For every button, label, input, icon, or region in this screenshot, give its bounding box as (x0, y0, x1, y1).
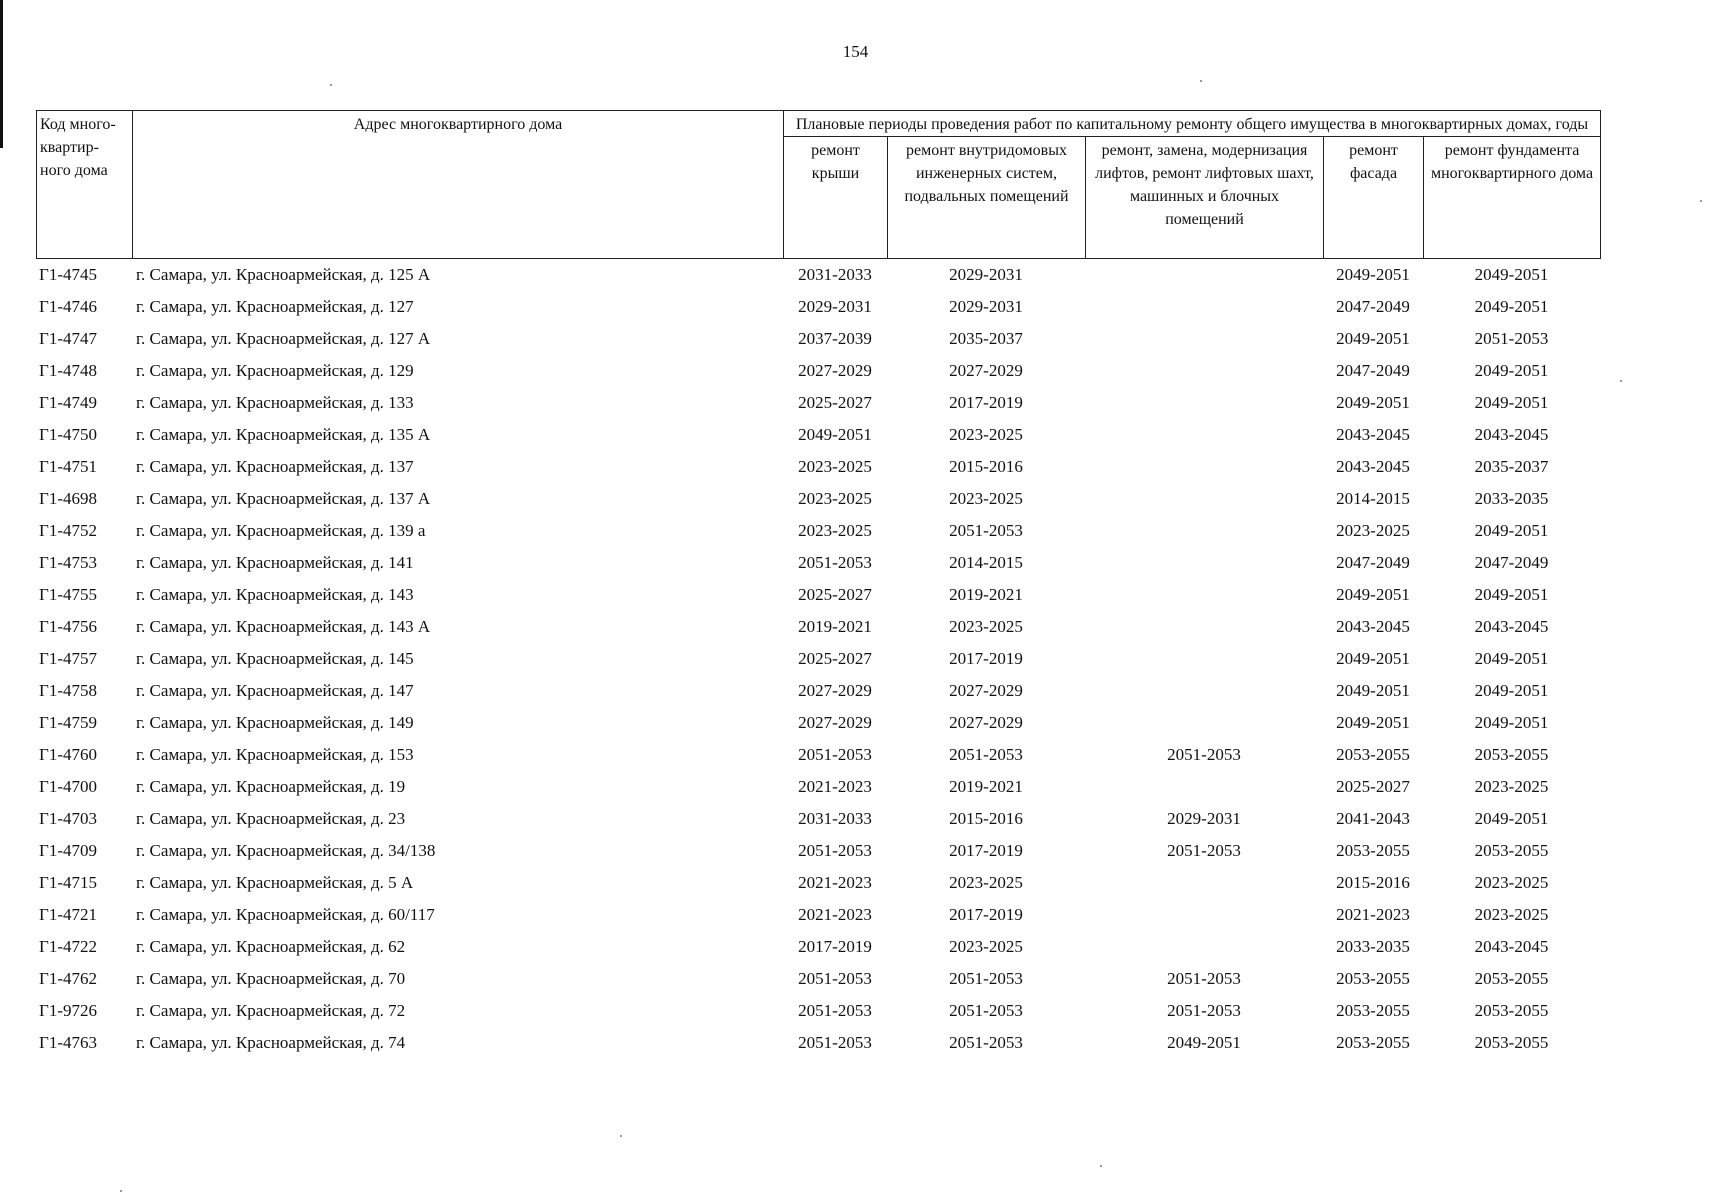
table-row (36, 771, 1600, 803)
row-roof-period: 2021-2023 (798, 777, 872, 796)
row-address: г. Самара, ул. Красноармейская, д. 5 А (136, 873, 414, 892)
row-systems-period: 2019-2021 (949, 585, 1023, 604)
row-foundation-period: 2053-2055 (1474, 1001, 1549, 1020)
header-col-systems: ремонт внутридомовых инженерных систем, подвальных помещений (888, 137, 1086, 259)
row-lifts-period (1085, 483, 1323, 515)
row-facade-period: 2053-2055 (1336, 745, 1410, 764)
row-facade-period: 2043-2045 (1336, 457, 1410, 476)
header-address: Адрес многоквартирного дома (133, 111, 784, 259)
row-code: Г1-4763 (39, 1033, 97, 1052)
row-facade-period: 2053-2055 (1336, 1033, 1410, 1052)
row-foundation-period: 2049-2051 (1474, 681, 1549, 700)
row-systems-period: 2017-2019 (949, 649, 1023, 668)
row-code: Г1-4709 (39, 841, 97, 860)
row-systems-period: 2051-2053 (949, 1033, 1023, 1052)
row-address: г. Самара, ул. Красноармейская, д. 137 А (136, 489, 431, 508)
header-code: Код много-квартир-ного дома (37, 111, 133, 259)
row-code: Г1-4752 (39, 521, 97, 540)
row-address: г. Самара, ул. Красноармейская, д. 23 (136, 809, 406, 828)
scan-speck (1100, 1165, 1102, 1167)
row-lifts-period: 2029-2031 (1167, 809, 1241, 828)
row-systems-period: 2023-2025 (949, 617, 1023, 636)
row-foundation-period: 2049-2051 (1474, 713, 1549, 732)
row-address: г. Самара, ул. Красноармейская, д. 145 (136, 649, 414, 668)
row-foundation-period: 2049-2051 (1474, 649, 1549, 668)
row-systems-period: 2029-2031 (949, 297, 1023, 316)
table-row (36, 643, 1600, 675)
row-code: Г1-4760 (39, 745, 97, 764)
row-foundation-period: 2053-2055 (1474, 841, 1549, 860)
row-facade-period: 2015-2016 (1336, 873, 1410, 892)
row-roof-period: 2027-2029 (798, 681, 872, 700)
table-row (36, 995, 1600, 1027)
row-code: Г1-4750 (39, 425, 97, 444)
row-lifts-period: 2051-2053 (1167, 745, 1241, 764)
row-foundation-period: 2035-2037 (1474, 457, 1549, 476)
table-row (36, 323, 1600, 355)
row-foundation-period: 2053-2055 (1474, 745, 1549, 764)
row-facade-period: 2049-2051 (1336, 649, 1410, 668)
row-roof-period: 2037-2039 (798, 329, 872, 348)
row-foundation-period: 2023-2025 (1474, 777, 1549, 796)
row-systems-period: 2023-2025 (949, 425, 1023, 444)
row-foundation-period: 2049-2051 (1474, 809, 1549, 828)
scan-speck (1620, 380, 1622, 382)
row-foundation-period: 2049-2051 (1474, 361, 1549, 380)
table-row (36, 611, 1600, 643)
table-row (36, 387, 1600, 419)
table-row (36, 259, 1600, 291)
row-address: г. Самара, ул. Красноармейская, д. 125 А (136, 265, 431, 284)
row-facade-period: 2043-2045 (1336, 617, 1410, 636)
table-header (36, 110, 1601, 259)
row-foundation-period: 2049-2051 (1474, 297, 1549, 316)
table-row (36, 451, 1600, 483)
row-code: Г1-4715 (39, 873, 97, 892)
row-lifts-period (1085, 675, 1323, 707)
row-facade-period: 2053-2055 (1336, 841, 1410, 860)
row-roof-period: 2051-2053 (798, 969, 872, 988)
row-foundation-period: 2049-2051 (1474, 521, 1549, 540)
row-systems-period: 2023-2025 (949, 873, 1023, 892)
row-facade-period: 2025-2027 (1336, 777, 1410, 796)
row-roof-period: 2031-2033 (798, 809, 872, 828)
row-roof-period: 2019-2021 (798, 617, 872, 636)
row-lifts-period (1085, 931, 1323, 963)
row-lifts-period (1085, 259, 1323, 291)
row-code: Г1-4747 (39, 329, 97, 348)
row-address: г. Самара, ул. Красноармейская, д. 127 А (136, 329, 431, 348)
row-lifts-period (1085, 579, 1323, 611)
row-address: г. Самара, ул. Красноармейская, д. 153 (136, 745, 414, 764)
row-systems-period: 2023-2025 (949, 937, 1023, 956)
table-row (36, 835, 1600, 867)
row-address: г. Самара, ул. Красноармейская, д. 139 а (136, 521, 426, 540)
row-facade-period: 2049-2051 (1336, 265, 1410, 284)
row-lifts-period (1085, 323, 1323, 355)
table-row (36, 803, 1600, 835)
table-body (36, 259, 1600, 1059)
row-address: г. Самара, ул. Красноармейская, д. 72 (136, 1001, 406, 1020)
scan-speck (620, 1135, 622, 1137)
row-code: Г1-4748 (39, 361, 97, 380)
row-foundation-period: 2049-2051 (1474, 265, 1549, 284)
row-lifts-period (1085, 547, 1323, 579)
page-number: 154 (842, 42, 869, 61)
table-row (36, 675, 1600, 707)
row-lifts-period (1085, 515, 1323, 547)
table-row (36, 419, 1600, 451)
row-address: г. Самара, ул. Красноармейская, д. 19 (136, 777, 406, 796)
row-roof-period: 2051-2053 (798, 841, 872, 860)
row-systems-period: 2051-2053 (949, 521, 1023, 540)
row-foundation-period: 2043-2045 (1474, 937, 1549, 956)
row-address: г. Самара, ул. Красноармейская, д. 74 (136, 1033, 406, 1052)
row-code: Г1-4745 (39, 265, 97, 284)
row-foundation-period: 2053-2055 (1474, 969, 1549, 988)
row-facade-period: 2053-2055 (1336, 969, 1410, 988)
row-systems-period: 2051-2053 (949, 969, 1023, 988)
row-foundation-period: 2049-2051 (1474, 393, 1549, 412)
row-roof-period: 2051-2053 (798, 1001, 872, 1020)
row-facade-period: 2047-2049 (1336, 361, 1410, 380)
row-systems-period: 2027-2029 (949, 361, 1023, 380)
table-row (36, 291, 1600, 323)
scan-speck (330, 84, 332, 86)
row-code: Г1-4698 (39, 489, 97, 508)
row-foundation-period: 2043-2045 (1474, 617, 1549, 636)
row-foundation-period: 2053-2055 (1474, 1033, 1549, 1052)
row-lifts-period (1085, 291, 1323, 323)
row-roof-period: 2027-2029 (798, 713, 872, 732)
row-lifts-period (1085, 387, 1323, 419)
scan-speck (1700, 200, 1702, 202)
row-code: Г1-4746 (39, 297, 97, 316)
table-row (36, 355, 1600, 387)
row-facade-period: 2043-2045 (1336, 425, 1410, 444)
header-group: Плановые периоды проведения работ по капитальному ремонту общего имущества в многоквартирных домах, годы (784, 111, 1601, 137)
row-roof-period: 2017-2019 (798, 937, 872, 956)
row-address: г. Самара, ул. Красноармейская, д. 60/117 (136, 905, 435, 924)
row-code: Г1-4721 (39, 905, 97, 924)
row-address: г. Самара, ул. Красноармейская, д. 135 А (136, 425, 431, 444)
row-roof-period: 2049-2051 (798, 425, 872, 444)
row-foundation-period: 2023-2025 (1474, 873, 1549, 892)
row-address: г. Самара, ул. Красноармейская, д. 133 (136, 393, 414, 412)
row-systems-period: 2051-2053 (949, 1001, 1023, 1020)
row-lifts-period (1085, 611, 1323, 643)
header-col-foundation: ремонт фундамента многоквартирного дома (1424, 137, 1601, 259)
table-row (36, 931, 1600, 963)
table-row (36, 1027, 1600, 1059)
scan-speck (120, 1190, 122, 1192)
row-foundation-period: 2023-2025 (1474, 905, 1549, 924)
row-facade-period: 2049-2051 (1336, 329, 1410, 348)
row-code: Г1-4703 (39, 809, 97, 828)
row-address: г. Самара, ул. Красноармейская, д. 70 (136, 969, 406, 988)
row-roof-period: 2051-2053 (798, 553, 872, 572)
row-lifts-period (1085, 899, 1323, 931)
row-systems-period: 2017-2019 (949, 841, 1023, 860)
row-roof-period: 2031-2033 (798, 265, 872, 284)
row-facade-period: 2033-2035 (1336, 937, 1410, 956)
scan-edge (0, 0, 3, 148)
row-facade-period: 2023-2025 (1336, 521, 1410, 540)
row-code: Г1-9726 (39, 1001, 97, 1020)
table-row (36, 867, 1600, 899)
row-facade-period: 2049-2051 (1336, 393, 1410, 412)
row-foundation-period: 2051-2053 (1474, 329, 1549, 348)
table-row (36, 547, 1600, 579)
table-row (36, 963, 1600, 995)
row-code: Г1-4758 (39, 681, 97, 700)
row-lifts-period (1085, 867, 1323, 899)
row-roof-period: 2027-2029 (798, 361, 872, 380)
row-code: Г1-4751 (39, 457, 97, 476)
row-code: Г1-4755 (39, 585, 97, 604)
row-facade-period: 2041-2043 (1336, 809, 1410, 828)
row-facade-period: 2049-2051 (1336, 681, 1410, 700)
row-address: г. Самара, ул. Красноармейская, д. 127 (136, 297, 414, 316)
table-row (36, 515, 1600, 547)
row-code: Г1-4749 (39, 393, 97, 412)
row-address: г. Самара, ул. Красноармейская, д. 143 А (136, 617, 431, 636)
row-roof-period: 2051-2053 (798, 1033, 872, 1052)
row-systems-period: 2015-2016 (949, 457, 1023, 476)
capital-repair-table (36, 110, 1600, 1059)
row-facade-period: 2049-2051 (1336, 585, 1410, 604)
header-col-roof: ремонт крыши (784, 137, 888, 259)
row-address: г. Самара, ул. Красноармейская, д. 143 (136, 585, 414, 604)
row-roof-period: 2023-2025 (798, 457, 872, 476)
row-code: Г1-4757 (39, 649, 97, 668)
row-facade-period: 2047-2049 (1336, 553, 1410, 572)
row-code: Г1-4756 (39, 617, 97, 636)
row-lifts-period: 2051-2053 (1167, 841, 1241, 860)
row-address: г. Самара, ул. Красноармейская, д. 34/138 (136, 841, 436, 860)
row-systems-period: 2017-2019 (949, 393, 1023, 412)
row-address: г. Самара, ул. Красноармейская, д. 62 (136, 937, 406, 956)
row-facade-period: 2014-2015 (1336, 489, 1410, 508)
row-address: г. Самара, ул. Красноармейская, д. 141 (136, 553, 414, 572)
row-foundation-period: 2043-2045 (1474, 425, 1549, 444)
row-roof-period: 2023-2025 (798, 489, 872, 508)
row-code: Г1-4722 (39, 937, 97, 956)
row-facade-period: 2053-2055 (1336, 1001, 1410, 1020)
row-lifts-period (1085, 771, 1323, 803)
row-address: г. Самара, ул. Красноармейская, д. 137 (136, 457, 414, 476)
row-address: г. Самара, ул. Красноармейская, д. 149 (136, 713, 414, 732)
row-code: Г1-4700 (39, 777, 97, 796)
header-col-facade: ремонт фасада (1324, 137, 1424, 259)
row-facade-period: 2021-2023 (1336, 905, 1410, 924)
row-systems-period: 2051-2053 (949, 745, 1023, 764)
row-systems-period: 2014-2015 (949, 553, 1023, 572)
row-systems-period: 2029-2031 (949, 265, 1023, 284)
row-lifts-period (1085, 419, 1323, 451)
row-lifts-period (1085, 643, 1323, 675)
row-systems-period: 2035-2037 (949, 329, 1023, 348)
row-roof-period: 2025-2027 (798, 649, 872, 668)
row-foundation-period: 2033-2035 (1474, 489, 1549, 508)
row-address: г. Самара, ул. Красноармейская, д. 129 (136, 361, 414, 380)
table-row (36, 899, 1600, 931)
row-systems-period: 2015-2016 (949, 809, 1023, 828)
row-lifts-period (1085, 355, 1323, 387)
row-systems-period: 2019-2021 (949, 777, 1023, 796)
row-address: г. Самара, ул. Красноармейская, д. 147 (136, 681, 414, 700)
row-facade-period: 2049-2051 (1336, 713, 1410, 732)
row-roof-period: 2051-2053 (798, 745, 872, 764)
row-roof-period: 2025-2027 (798, 585, 872, 604)
row-foundation-period: 2049-2051 (1474, 585, 1549, 604)
row-roof-period: 2021-2023 (798, 905, 872, 924)
row-code: Г1-4753 (39, 553, 97, 572)
row-lifts-period: 2049-2051 (1167, 1033, 1241, 1052)
row-systems-period: 2023-2025 (949, 489, 1023, 508)
scan-speck (1200, 80, 1202, 82)
table-row (36, 579, 1600, 611)
row-facade-period: 2047-2049 (1336, 297, 1410, 316)
row-lifts-period: 2051-2053 (1167, 969, 1241, 988)
row-lifts-period (1085, 451, 1323, 483)
row-roof-period: 2023-2025 (798, 521, 872, 540)
table-row (36, 707, 1600, 739)
header-col-lifts: ремонт, замена, модернизация лифтов, ремонт лифтовых шахт, машинных и блочных помещений (1086, 137, 1324, 259)
row-lifts-period (1085, 707, 1323, 739)
row-roof-period: 2029-2031 (798, 297, 872, 316)
row-foundation-period: 2047-2049 (1474, 553, 1549, 572)
row-systems-period: 2027-2029 (949, 713, 1023, 732)
row-code: Г1-4759 (39, 713, 97, 732)
row-code: Г1-4762 (39, 969, 97, 988)
table-row (36, 483, 1600, 515)
row-systems-period: 2017-2019 (949, 905, 1023, 924)
row-systems-period: 2027-2029 (949, 681, 1023, 700)
row-lifts-period: 2051-2053 (1167, 1001, 1241, 1020)
row-roof-period: 2021-2023 (798, 873, 872, 892)
row-roof-period: 2025-2027 (798, 393, 872, 412)
table-row (36, 739, 1600, 771)
